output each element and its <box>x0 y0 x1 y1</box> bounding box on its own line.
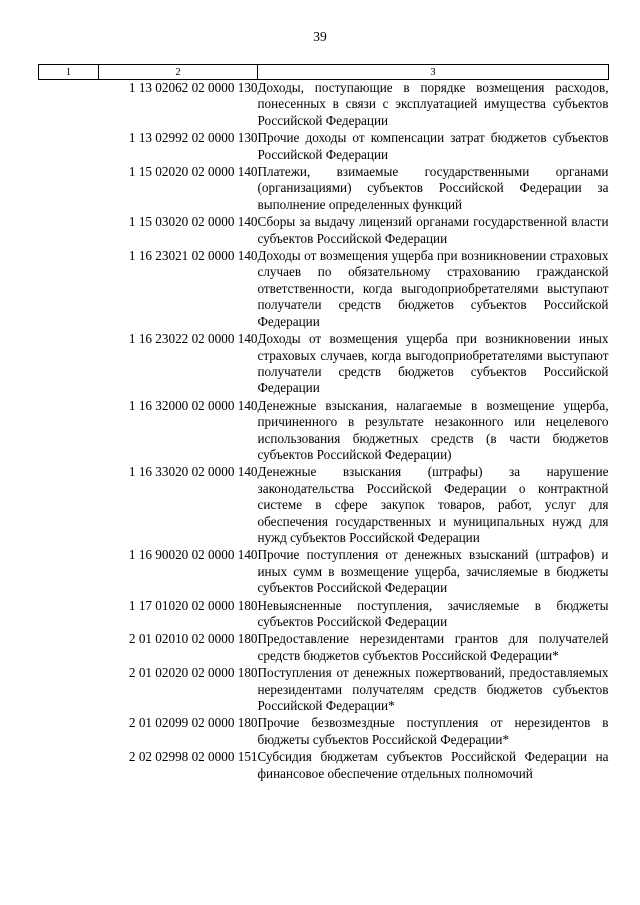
income-description: Платежи, взимаемые государственными органами (организациями) субъектов Российской Федерации за выполнение определенных функций <box>257 164 609 212</box>
row-number <box>39 214 99 248</box>
table-row <box>39 547 609 597</box>
budget-code: 2 01 02010 02 0000 180 <box>128 631 258 647</box>
table-row <box>39 130 609 164</box>
budget-code: 1 17 01020 02 0000 180 <box>128 597 258 613</box>
header-row <box>39 65 609 80</box>
table-row <box>39 598 609 632</box>
row-number <box>39 547 99 597</box>
budget-code: 1 16 23021 02 0000 140 <box>128 248 258 264</box>
table-row <box>39 398 609 465</box>
income-description: Доходы от возмещения ущерба при возникновении иных страховых случаев, когда выгодоприобретателями выступают получатели средств бюджетов субъектов Российской Федерации <box>257 331 609 396</box>
budget-code: 2 02 02998 02 0000 151 <box>128 749 258 765</box>
row-number <box>39 248 99 331</box>
row-number <box>39 665 99 715</box>
row-number <box>39 749 99 783</box>
header-col-2: 2 <box>99 65 258 80</box>
table-row <box>39 214 609 248</box>
table-row <box>39 331 609 398</box>
budget-code: 1 15 02020 02 0000 140 <box>128 164 258 180</box>
income-description: Сборы за выдачу лицензий органами государственной власти субъектов Российской Федерации <box>257 214 609 246</box>
income-description: Прочие доходы от компенсации затрат бюджетов субъектов Российской Федерации <box>257 130 609 162</box>
table-row <box>39 248 609 331</box>
budget-code: 2 01 02020 02 0000 180 <box>128 665 258 681</box>
income-description: Денежные взыскания (штрафы) за нарушение законодательства Российской Федерации о контрактной системе в сфере закупок товаров, работ, услуг для обеспечения государственных и муниципальных нужд для нужд субъектов Российской Федерации <box>257 464 609 545</box>
table-row <box>39 749 609 783</box>
row-number <box>39 130 99 164</box>
row-number <box>39 331 99 398</box>
table-body <box>39 80 609 784</box>
income-description: Прочие поступления от денежных взысканий (штрафов) и иных сумм в возмещение ущерба, зачисляемые в бюджеты субъектов Российской Федерации <box>257 547 609 596</box>
row-number <box>39 164 99 214</box>
row-number <box>39 464 99 547</box>
table-row <box>39 164 609 214</box>
income-codes-table <box>38 64 609 783</box>
table-row <box>39 665 609 715</box>
income-description: Денежные взыскания, налагаемые в возмещение ущерба, причиненного в результате незаконного или нецелевого использования бюджетных средств (в части бюджетов субъектов Российской Федерации) <box>257 397 609 462</box>
income-description: Поступления от денежных пожертвований, предоставляемых нерезидентами получателям средств бюджетов субъектов Российской Федерации* <box>257 665 609 714</box>
row-number <box>39 715 99 749</box>
income-description: Доходы от возмещения ущерба при возникновении страховых случаев по обязательному страхованию гражданской ответственности, когда выгодоприобретателями выступают получатели средств бюджетов субъектов Российской Федерации <box>257 248 609 329</box>
budget-code: 1 16 90020 02 0000 140 <box>128 547 258 563</box>
budget-code: 1 16 33020 02 0000 140 <box>128 464 258 480</box>
table-row <box>39 715 609 749</box>
budget-code: 1 13 02992 02 0000 130 <box>128 130 258 146</box>
income-description: Прочие безвозмездные поступления от нерезидентов в бюджеты субъектов Российской Федерации* <box>257 715 609 747</box>
row-number <box>39 398 99 465</box>
page-number: 39 <box>313 29 327 44</box>
income-description: Невыясненные поступления, зачисляемые в бюджеты субъектов Российской Федерации <box>257 597 609 629</box>
table-header <box>39 65 609 80</box>
table-row <box>39 80 609 131</box>
row-number <box>39 598 99 632</box>
header-col-3: 3 <box>258 65 609 80</box>
header-col-1: 1 <box>39 65 99 80</box>
income-description: Предоставление нерезидентами грантов для получателей средств бюджетов субъектов Российской Федерации* <box>257 631 609 663</box>
income-description: Субсидия бюджетам субъектов Российской Федерации на финансовое обеспечение отдельных полномочий <box>257 749 609 781</box>
income-description: Доходы, поступающие в порядке возмещения расходов, понесенных в связи с эксплуатацией имущества субъектов Российской Федерации <box>257 80 609 128</box>
row-number <box>39 631 99 665</box>
budget-code: 1 13 02062 02 0000 130 <box>128 80 258 95</box>
budget-code: 1 15 03020 02 0000 140 <box>128 214 258 230</box>
table-row <box>39 631 609 665</box>
table-row <box>39 464 609 547</box>
budget-code: 1 16 23022 02 0000 140 <box>128 331 258 347</box>
budget-code: 2 01 02099 02 0000 180 <box>128 715 258 731</box>
row-number <box>39 80 99 131</box>
budget-code: 1 16 32000 02 0000 140 <box>128 397 258 413</box>
